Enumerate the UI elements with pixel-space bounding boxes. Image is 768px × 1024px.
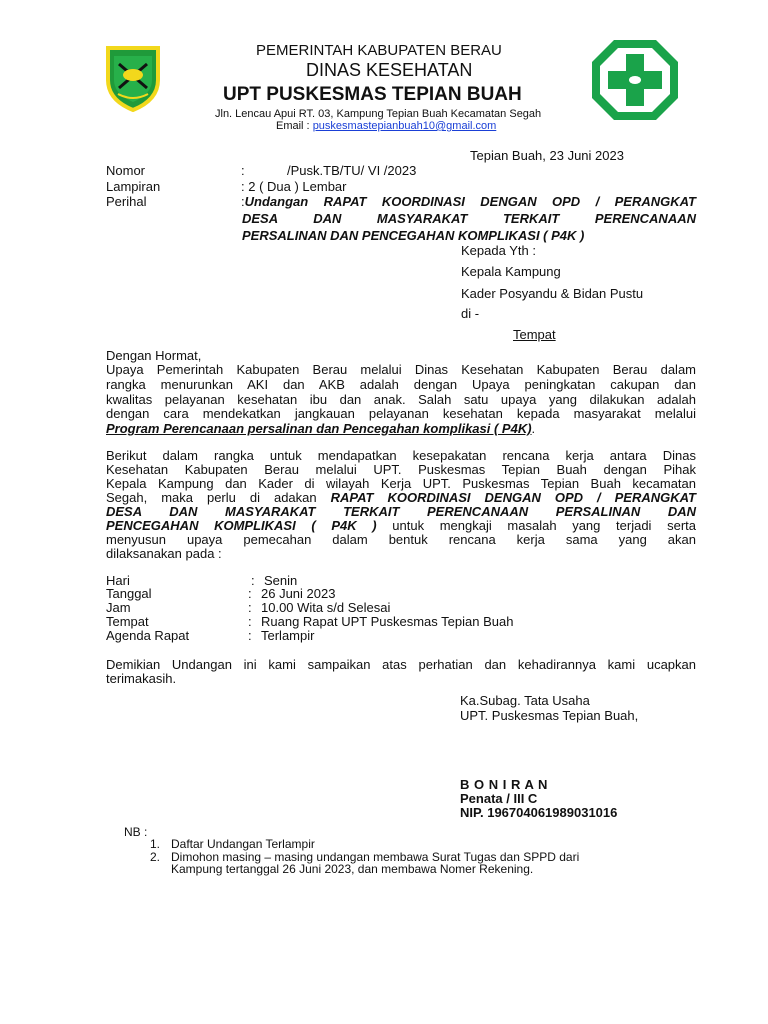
p2-line-4	[106, 490, 696, 505]
letter-date: Tepian Buah, 23 Juni 2023	[470, 148, 624, 163]
email-link[interactable]: puskesmastepianbuah10@gmail.com	[312, 120, 497, 132]
p2-line-5: DESA DAN MASYARAKAT TERKAIT PERENCANAAN PERSALINAN DAN	[106, 504, 696, 519]
schedule-tempat-label: Tempat	[106, 614, 149, 629]
signature-name: B O N I R A N	[460, 777, 548, 792]
header-unit: UPT PUSKESMAS TEPIAN BUAH	[223, 84, 522, 105]
signature-nip: NIP. 196704061989031016	[460, 805, 618, 820]
p2-line-6	[106, 518, 696, 533]
nomor-colon: :	[241, 163, 245, 178]
lampiran-value: : 2 ( Dua ) Lembar	[241, 179, 347, 194]
nb-label: NB :	[124, 825, 148, 839]
program-p4k: Program Perencanaan persalinan dan Pencegahan komplikasi ( P4K)	[106, 421, 532, 436]
perihal-line-2: DESA DAN MASYARAKAT TERKAIT PERENCANAAN	[242, 211, 696, 226]
p1-line-4: dengan cara mendekatkan jangkauan pelayanan kesehatan kepada masyarakat melalui	[106, 406, 696, 421]
nomor-label: Nomor	[106, 163, 146, 178]
p1-line-2: rangka menurunkan AKI dan AKB adalah dengan Upaya peningkatan cakupan dan	[106, 377, 696, 392]
p2-line-8: dilaksanakan pada :	[106, 546, 222, 561]
p2-mengkaji: untuk mengkaji masalah yang terjadi serta	[392, 518, 696, 533]
schedule-hari-colon: :	[251, 573, 255, 588]
p1-period: .	[531, 421, 536, 436]
p2-line-2: Kesehatan Kabupaten Berau melalui UPT. Puskesmas Tepian Buah dengan Pihak	[106, 462, 696, 477]
email-label: Email :	[276, 120, 310, 132]
puskesmas-cross-icon	[590, 38, 680, 122]
signature-title-2: UPT. Puskesmas Tepian Buah,	[460, 708, 639, 723]
kepada-yth: Kepada Yth :	[461, 243, 536, 258]
schedule-tanggal-value: 26 Juni 2023	[261, 586, 336, 601]
nb-item-2-line-2: Kampung tertanggal 26 Juni 2023, dan membawa Nomer Rekening.	[171, 862, 534, 876]
p1-line-5	[106, 421, 535, 436]
header-government: PEMERINTAH KABUPATEN BERAU	[256, 42, 502, 59]
nb-item-2-num: 2.	[150, 850, 161, 864]
header-address: Jln. Lencau Apui RT. 03, Kampung Tepian Buah Kecamatan Segah	[215, 108, 542, 120]
perihal-title-1: RAPAT KOORDINASI DENGAN OPD / PERANGKAT	[323, 194, 696, 209]
p1-line-3: kwalitas pelayanan kesehatan ibu dan anak. Salah satu upaya yang dilakukan adalah	[106, 392, 696, 407]
header-department: DINAS KESEHATAN	[306, 60, 473, 80]
p2-line-7: menyusun upaya pemecahan dalam bentuk rencana kerja sama yang akan	[106, 532, 696, 547]
p2-segah: Segah, maka perlu di adakan	[106, 490, 317, 505]
lampiran-label: Lampiran	[106, 179, 161, 194]
greeting: Dengan Hormat,	[106, 348, 202, 363]
nb-item-1-num: 1.	[150, 837, 161, 851]
perihal-line-3: PERSALINAN DAN PENCEGAHAN KOMPLIKASI ( P4K )	[242, 228, 585, 243]
signature-rank: Penata / III C	[460, 791, 538, 806]
nb-item-1: Daftar Undangan Terlampir	[171, 837, 315, 851]
p2-line-3: Kepala Kampung dan Kader di wilayah Kerja UPT. Puskesmas Tepian Buah kecamatan	[106, 476, 696, 491]
closing-line-1: Demikian Undangan ini kami sampaikan atas perhatian dan kehadirannya kami ucapkan	[106, 657, 696, 672]
schedule-agenda-colon: :	[248, 628, 252, 643]
schedule-hari-value: Senin	[264, 573, 298, 588]
schedule-agenda-label: Agenda Rapat	[106, 628, 190, 643]
nomor-value: /Pusk.TB/TU/ VI /2023	[287, 163, 417, 178]
p1-line-1: Upaya Pemerintah Kabupaten Berau melalui Dinas Kesehatan Kabupaten Berau dalam	[106, 362, 696, 377]
regency-crest-icon	[104, 44, 162, 112]
schedule-tanggal-label: Tanggal	[106, 586, 152, 601]
signature-title-1: Ka.Subag. Tata Usaha	[460, 693, 590, 708]
perihal-line-1	[241, 194, 696, 209]
schedule-jam-label: Jam	[106, 600, 131, 615]
schedule-tempat-value: Ruang Rapat UPT Puskesmas Tepian Buah	[261, 614, 514, 629]
nb-item-2-line-1: Dimohon masing – masing undangan membawa Surat Tugas dan SPPD dari	[171, 850, 580, 864]
recipient-di: di -	[461, 306, 480, 321]
p2-rapat-1: RAPAT KOORDINASI DENGAN OPD / PERANGKAT	[330, 490, 696, 505]
recipient-tempat: Tempat	[513, 327, 556, 342]
schedule-agenda-value: Terlampir	[261, 628, 315, 643]
header-email-line	[276, 120, 496, 132]
p2-rapat-3: PENCEGAHAN KOMPLIKASI ( P4K )	[106, 518, 377, 533]
schedule-tempat-colon: :	[248, 614, 252, 629]
schedule-jam-colon: :	[248, 600, 252, 615]
perihal-colon: :	[241, 194, 245, 209]
schedule-hari-label: Hari	[106, 573, 130, 588]
p2-line-1: Berikut dalam rangka untuk mendapatkan kesepakatan rencana kerja antara Dinas	[106, 448, 696, 463]
perihal-undangan: Undangan	[244, 194, 309, 209]
recipient-2: Kader Posyandu & Bidan Pustu	[461, 286, 644, 301]
perihal-label: Perihal	[106, 194, 147, 209]
schedule-jam-value: 10.00 Wita s/d Selesai	[261, 600, 391, 615]
schedule-tanggal-colon: :	[248, 586, 252, 601]
recipient-1: Kepala Kampung	[461, 264, 561, 279]
closing-line-2: terimakasih.	[106, 671, 177, 686]
